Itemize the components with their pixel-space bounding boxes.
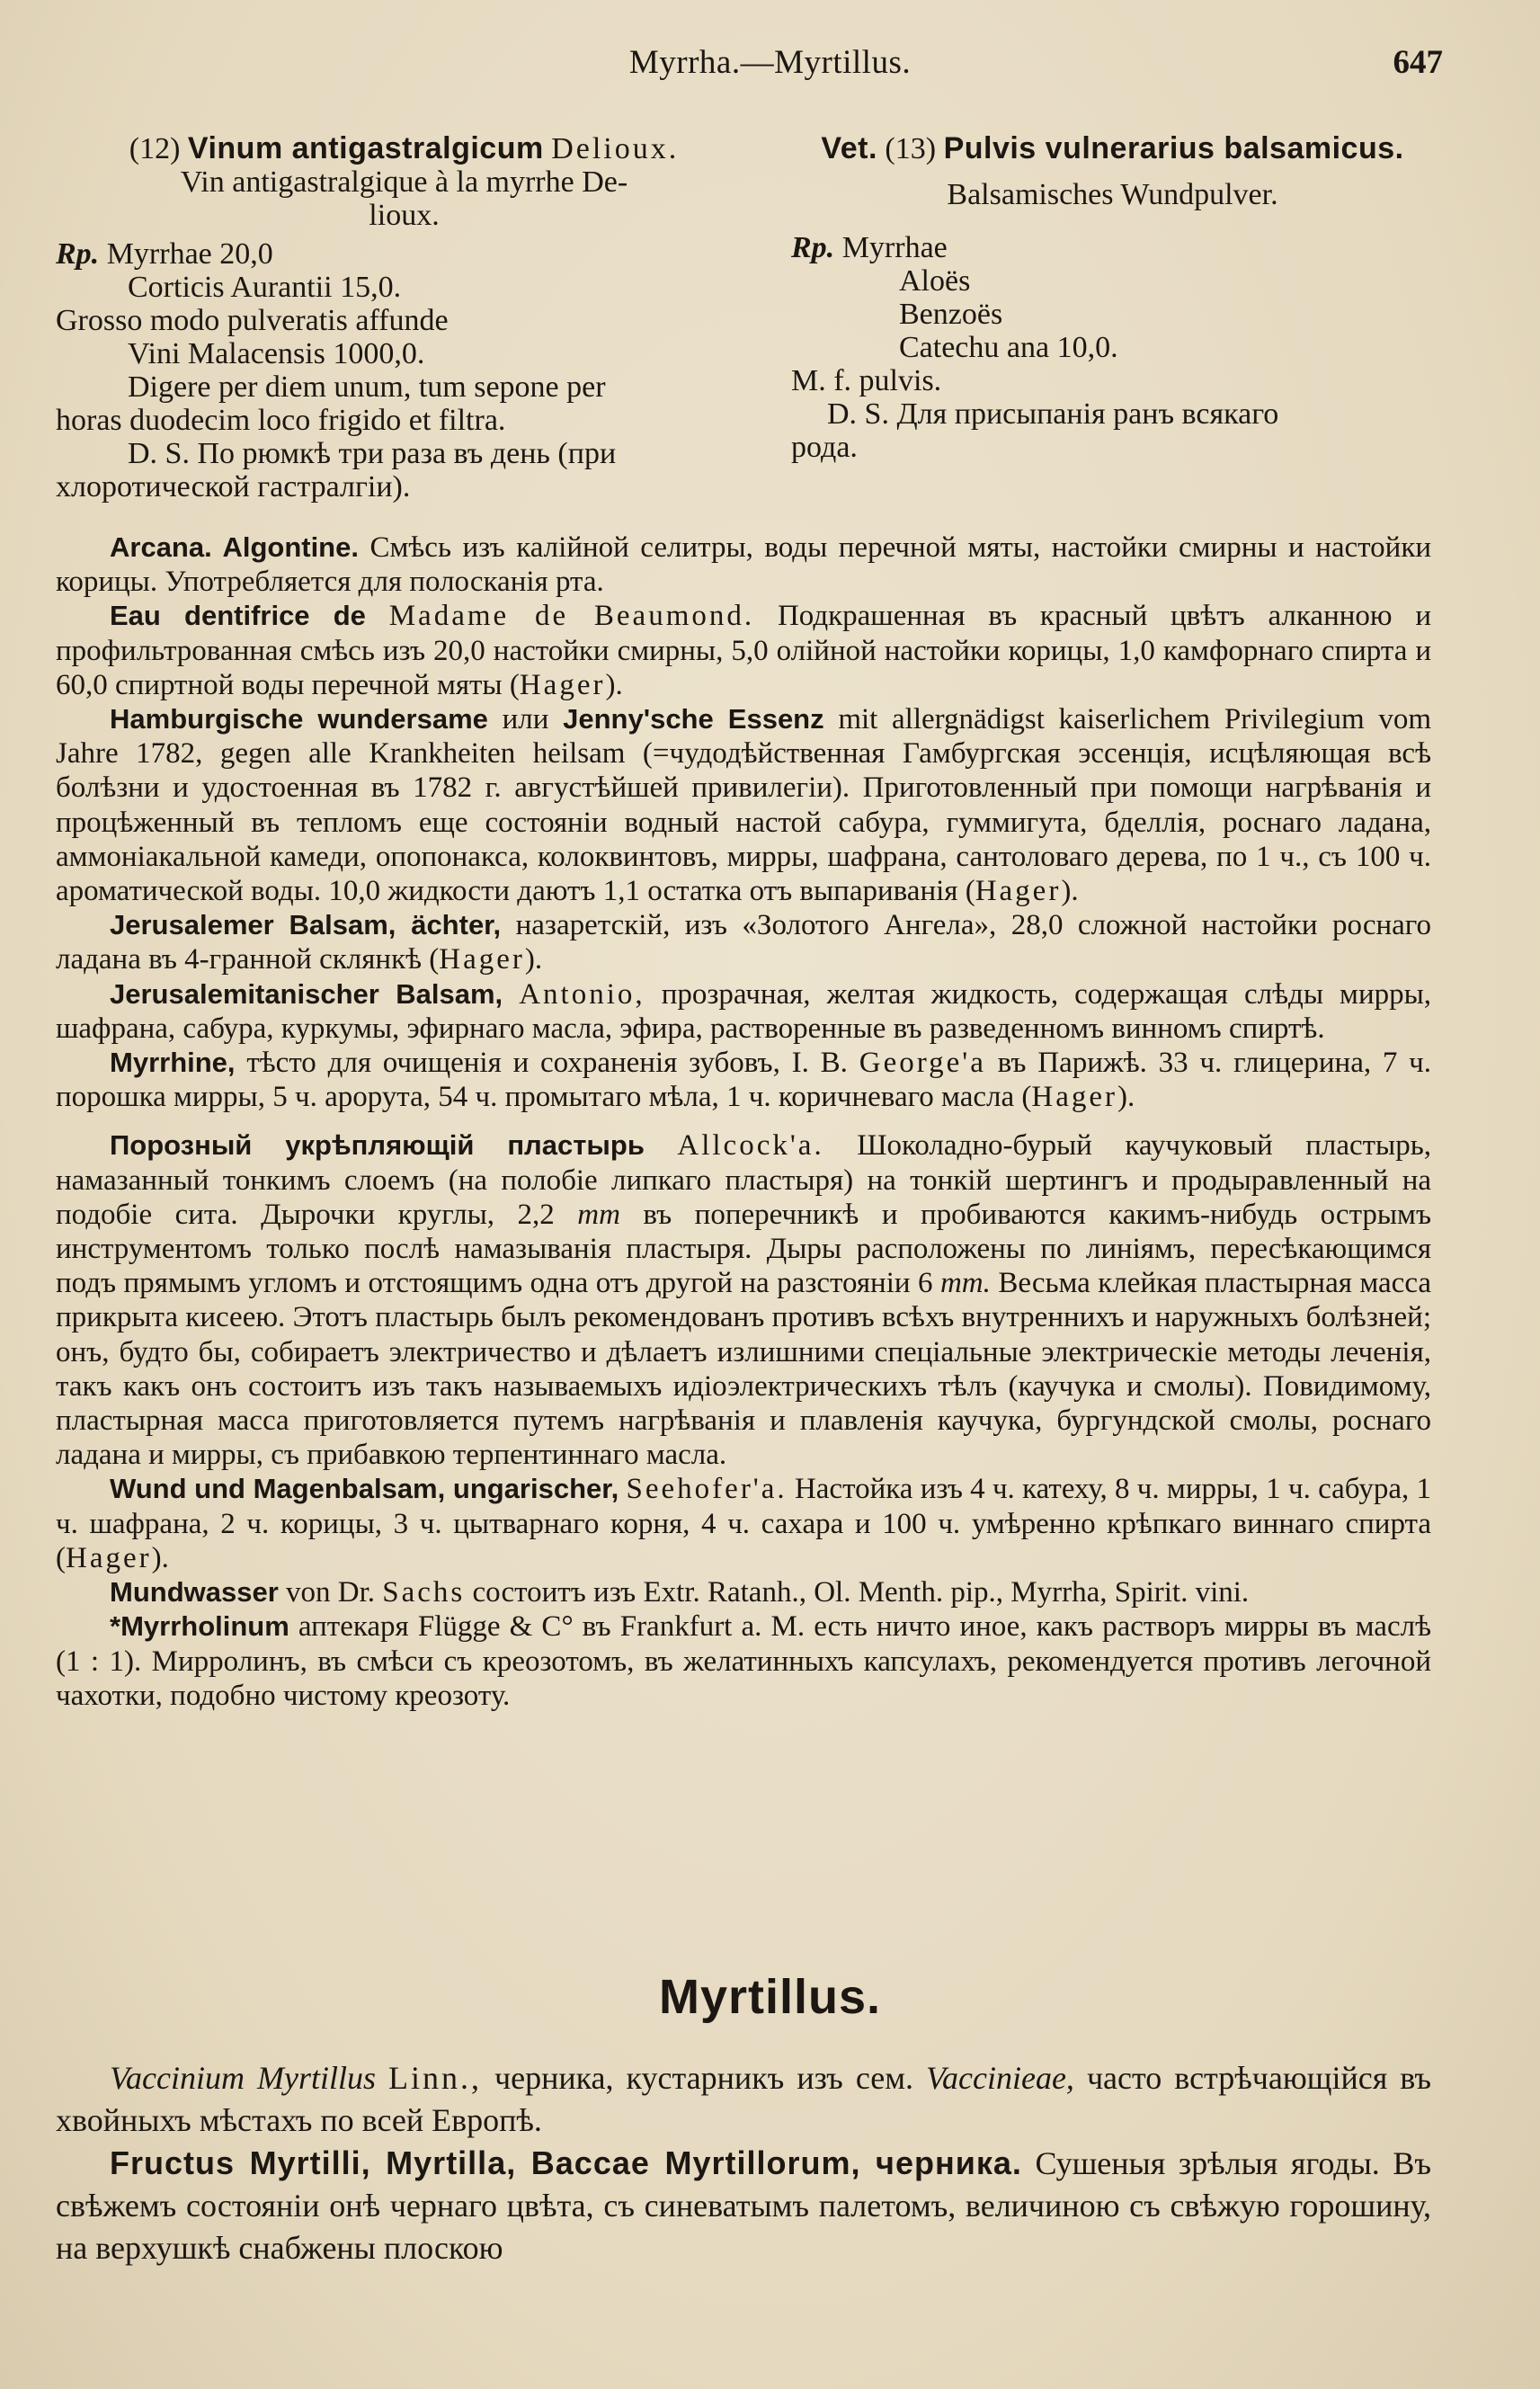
recipe-13-name: Pulvis vulnerarius balsamicus. [943,131,1404,165]
arcana-entry: Myrrhine, тѣсто для очищенія и сохраненія зубовъ, I. B. George'а въ Парижѣ. 33 ч. глицерина, 7 ч. порошка мирры, 5 ч. арорута, 54 ч. промытаго мѣла, 1 ч. коричневаго масла (Hager). [56,1047,1432,1114]
arcana-entry: Eau dentifrice de Madame de Beaumond. Подкрашенная въ красный цвѣтъ алканною и профильтрованная смѣсь изъ 20,0 настойки смирны, 5,0 олійной настойки корицы, 1,0 камфорнаго спирта и 60,0 спиртной воды перечной мяты (Hager). [56,600,1432,701]
page-number: 647 [1393,44,1443,81]
recipe-12-name: Vinum antigastralgicum [187,131,544,165]
recipe-13-heading: Vet. (13) Pulvis vulnerarius balsamicus. [821,131,1404,165]
arcana-entry: Порозный укрѣпляющій пластырь Allcock'а. Шоколадно-бурый каучуковый пластырь, намазанный тонкимъ слоемъ (на полобіе липкаго пластыря) на тонкій шертингъ и продыравленный на подобіе сита. Дырочки круглы, 2,2 mm въ поперечникѣ и пробиваются какимъ-нибудь острымъ инструментомъ только послѣ намазыванія пластыря. Дыры расположены по линіямъ, пересѣкающимся подъ прямымъ угломъ и отстоящимъ одна отъ другой на разстояніи 6 mm. Весьма клейкая пластырная масса прикрыта кисеею. Этотъ пластырь былъ рекомендованъ противъ всѣхъ внутреннихъ и наружныхъ болѣзней; онъ, будто бы, собираетъ электричество и дѣлаетъ излишними спеціальные электрическіе методы леченія, такъ какъ онъ состоитъ изъ такъ называемыхъ идіоэлектрическихъ тѣлъ (каучука и смолы). Повидимому, пластырная масса приготовляется путемъ нагрѣванія и плавленія каучука, бургундской смолы, роснаго ладана и мирры, съ прибавкою терпентиннаго масла. [56,1129,1432,1472]
rp-sign: Rp. [56,237,100,271]
arcana-entry: Arcana. Algontine. Смѣсь изъ калійной селитры, воды перечной мяты, настойки смирны и настойки корицы. Употребляется для полосканія рта. [56,531,1432,599]
running-head [0,36,1540,90]
section-title: Myrtillus. [658,1970,882,2024]
recipe-12-subtitle: Vin antigastralgique à la myrrhe De- lioux. [180,165,628,232]
running-title: Myrrha.—Myrtillus. [628,44,912,81]
recipe-13-subtitle: Balsamisches Wundpulver. [947,178,1278,211]
arcana-entry: Hamburgische wundersame или Jenny'sche Essenz mit allergnädigst kaiserlichem Privilegium vom Jahre 1782, gegen alle Krankheiten heilsam (=чудодѣйственная Гамбургская эссенція, исцѣляющая всѣ болѣзни и удостоенная въ 1782 г. августѣйшей привилегіи). Приготовленный при помощи нагрѣванія и процѣженный въ тепломъ еще состояніи водный настой сабура, гуммигута, бделлія, роснаго ладана, аммоніакальной камеди, опопонакса, колоквинтовъ, мирры, шафрана, сантоловаго дерева, по 1 ч., съ 100 ч. ароматической воды. 10,0 жидкости даютъ 1,1 остатка отъ выпариванія (Hager). [56,703,1432,908]
recipe-13-body: Rp. Myrrhae Aloës Benzoës Catechu ana 10,0. M. f. pulvis. D. S. Для присыпанія ранъ всякаго рода. [791,231,1279,464]
arcana-entry: *Myrrholinum аптекаря Flügge & C° въ Frankfurt a. M. есть ничто иное, какъ растворъ мирры въ маслѣ (1 : 1). Мирролинъ, въ смѣси съ креозотомъ, въ желатинныхъ капсулахъ, рекомендуется противъ легочной чахотки, подобно чистому креозоту. [56,1610,1431,1712]
myrtillus-section [56,2057,1431,2269]
recipe-12-heading: (12) Vinum antigastralgicum Delioux. [129,131,680,165]
arcana-entry: Jerusalemitanischer Balsam, Antonio, прозрачная, желтая жидкость, содержащая слѣды мирры, шафрана, сабура, куркумы, эфирнаго масла, эфира, растворенные въ разведенномъ винномъ спиртѣ. [56,977,1432,1045]
arcana-entry: Jerusalemer Balsam, ächter, назаретскій, изъ «Золотого Ангела», 28,0 сложной настойки роснаго ладана въ 4-гранной склянкѣ (Hager). [56,909,1432,976]
myrtillus-intro: Vaccinium Myrtillus Linn., черника, кустарникъ изъ сем. Vaccinieae, часто встрѣчающійся въ хвойныхъ мѣстахъ по всей Европѣ. [56,2060,1432,2138]
recipe-13 [791,132,1434,464]
rp-sign: Rp. [791,231,835,264]
myrtillus-fructus: Fructus Myrtilli, Myrtilla, Baccae Myrtillorum, черника. Сушеныя зрѣлыя ягоды. Въ свѣжемъ состояніи онѣ чернаго цвѣта, съ синеватымъ палетомъ, величиною съ свѣжую горошину, на верхушкѣ снабжены плоскою [56,2144,1432,2266]
arcana-entry: Wund und Magenbalsam, ungarischer, Seehofer'а. Настойка изъ 4 ч. катеху, 8 ч. мирры, 1 ч. сабура, 1 ч. шафрана, 2 ч. корицы, 3 ч. цытварнаго корня, 4 ч. сахара и 100 ч. умѣренно крѣпкаго виннаго спирта (Hager). [56,1473,1432,1574]
recipe-12 [56,132,752,504]
arcana-section [56,530,1431,1713]
recipe-12-body: Rp. Myrrhae 20,0 Corticis Aurantii 15,0. Grosso modo pulveratis affunde Vini Malacensis 1000,0. Digere per diem unum, tum sepone per horas duodecim loco frigido et filtra. D. S. По рюмкѣ три раза въ день (при хлоротической гастралгіи). [56,237,617,504]
arcana-entry: Mundwasser von Dr. Sachs состоитъ изъ Extr. Ratanh., Ol. Menth. pip., Myrrha, Spirit. vini. [110,1576,1250,1609]
